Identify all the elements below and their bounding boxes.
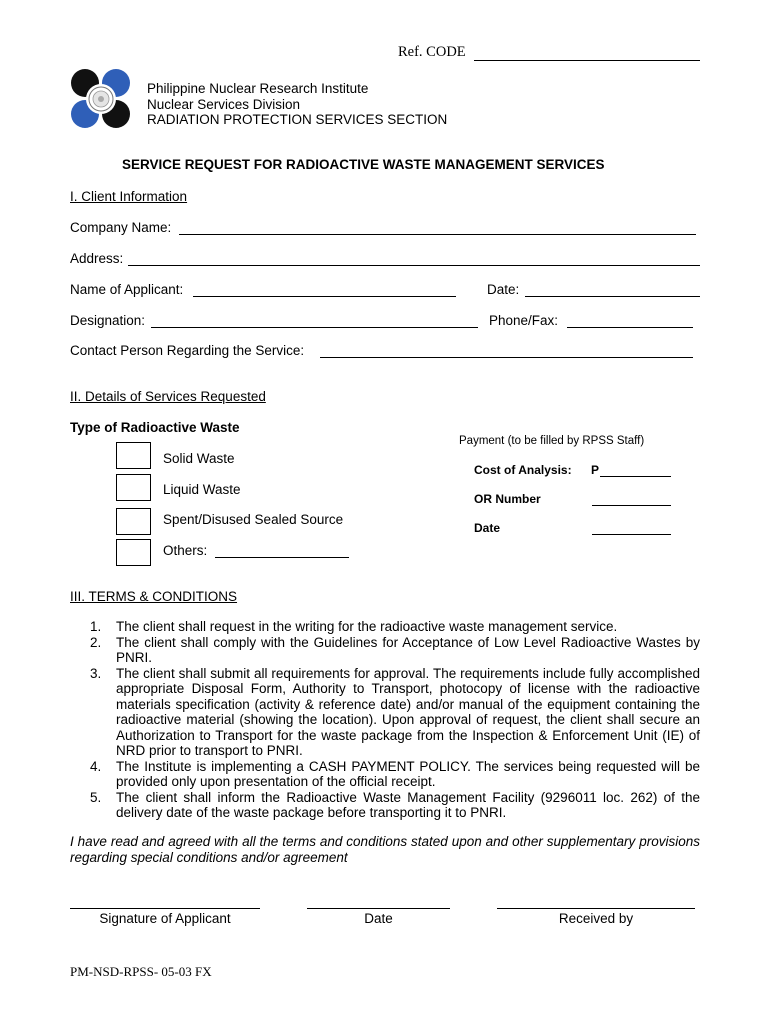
list-item: 4. The Institute is implementing a CASH PAYMENT POLICY. The services being requested will be provided only upon presentation of the official receipt. [90,758,700,789]
cost-prefix: P [591,463,600,477]
contact-person-label: Contact Person Regarding the Service: [70,343,305,358]
signature-date-label: Date [364,911,393,926]
division-name: Nuclear Services Division [147,97,301,112]
address-field[interactable] [128,265,700,266]
applicant-signature-line[interactable] [70,908,260,909]
list-item: 2. The client shall comply with the Guidelines for Acceptance of Low Level Radioactive Wastes by PNRI. [90,634,700,665]
received-by-label: Received by [558,911,634,926]
form-code: PM-NSD-RPSS- 05-03 FX [70,964,212,979]
or-number-label: OR Number [474,492,541,506]
org-name: Philippine Nuclear Research Institute [147,81,369,96]
company-name-label: Company Name: [70,220,172,235]
others-field[interactable] [215,557,349,558]
applicant-name-field[interactable] [193,296,456,297]
form-title: SERVICE REQUEST FOR RADIOACTIVE WASTE MANAGEMENT SERVICES [122,157,605,172]
date-label: Date: [487,282,520,297]
cost-field[interactable] [600,476,671,477]
or-number-field[interactable] [592,505,671,506]
section-name: RADIATION PROTECTION SERVICES SECTION [147,112,448,127]
address-label: Address: [70,251,124,266]
terms-heading: III. TERMS & CONDITIONS [70,589,238,604]
applicant-name-label: Name of Applicant: [70,282,184,297]
sealed-source-checkbox[interactable] [116,508,151,535]
phone-fax-field[interactable] [567,327,693,328]
ref-code-field[interactable] [474,60,700,61]
signature-date-line[interactable] [307,908,450,909]
solid-waste-label: Solid Waste [163,451,235,466]
phone-fax-label: Phone/Fax: [489,313,559,328]
agreement-statement: I have read and agreed with all the terms and conditions stated upon and other supplementary provisions regarding special conditions and/or agreement [70,834,700,865]
applicant-signature-label: Signature of Applicant [99,911,231,926]
sealed-source-label: Spent/Disused Sealed Source [163,512,344,527]
cost-label: Cost of Analysis: [474,463,572,477]
designation-field[interactable] [151,327,478,328]
pnri-logo [68,68,134,130]
services-heading: II. Details of Services Requested [70,389,266,404]
solid-waste-checkbox[interactable] [116,442,151,469]
waste-type-heading: Type of Radioactive Waste [70,420,240,435]
list-item: 1. The client shall request in the writing for the radioactive waste management service. [90,619,618,634]
payment-date-label: Date [474,521,501,535]
payment-heading: Payment (to be filled by RPSS Staff) [459,435,645,447]
list-item: 5. The client shall inform the Radioactive Waste Management Facility (9296011 loc. 262) of the delivery date of the waste package before transporting it to PNRI. [90,789,700,820]
ref-code-label: Ref. CODE [398,44,466,60]
client-info-heading: I. Client Information [70,189,188,204]
received-by-line[interactable] [497,908,695,909]
terms-list [86,619,700,821]
company-name-field[interactable] [179,234,696,235]
others-label: Others: [163,543,208,558]
others-checkbox[interactable] [116,539,151,566]
date-field[interactable] [525,296,700,297]
contact-person-field[interactable] [320,357,693,358]
designation-label: Designation: [70,313,146,328]
liquid-waste-label: Liquid Waste [163,482,241,497]
list-item: 3. The client shall submit all requirements for approval. The requirements include fully accomplished appropriate Disposal Form, Authority to Transport, photocopy of license with the radioactive materials specification (activity & reference date) and/or manual of the equipment containing the radioactive material (showing the location). Upon approval of request, the client shall secure an Authorization to Transport for the waste package from the Inspection & Enforcement Unit (IE) of NRD prior to transport to PNRI. [90,665,700,758]
liquid-waste-checkbox[interactable] [116,474,151,501]
payment-date-field[interactable] [592,534,671,535]
